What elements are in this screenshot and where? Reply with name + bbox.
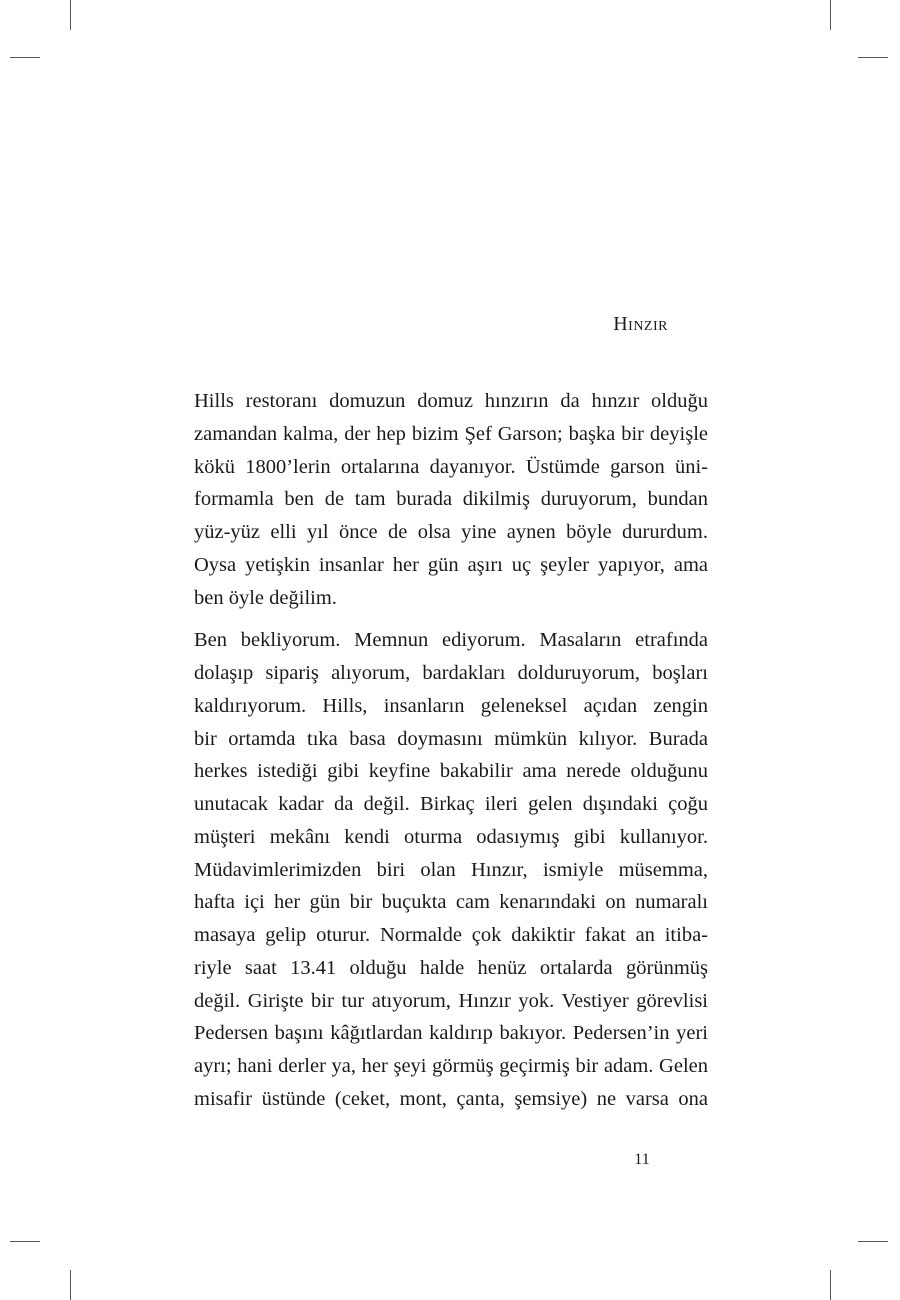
text-line: bir ortamda tıka basa doymasını mümkün kılıyor. Burada [194, 727, 708, 750]
paragraph [194, 385, 708, 614]
crop-mark-bottom-left-vertical [70, 1270, 71, 1300]
text-line: dolaşıp sipariş alıyorum, bardakları dolduruyorum, boşları [194, 662, 708, 684]
text-line: herkes istediği gibi keyfine bakabilir ama nerede olduğunu [194, 760, 708, 783]
text-line: formamla ben de tam burada dikilmiş duruyorum, bundan [194, 488, 708, 511]
text-line: riyle saat 13.41 olduğu halde henüz ortalarda görünmüş [194, 956, 708, 979]
text-line: kökü 1800’lerin ortalarına dayanıyor. Üstümde garson üni- [194, 455, 708, 478]
crop-mark-bottom-right-horizontal [858, 1241, 888, 1242]
page-number: 11 [634, 1151, 650, 1168]
text-line: Müdavimlerimizden biri olan Hınzır, ismiyle müsemma, [194, 858, 708, 881]
text-line: yüz-yüz elli yıl önce de olsa yine aynen böyle dururdum. [194, 521, 708, 543]
crop-mark-top-left-vertical [70, 0, 71, 30]
crop-mark-bottom-left-horizontal [10, 1241, 40, 1242]
text-line: Ben bekliyorum. Memnun ediyorum. Masaların etrafında [194, 629, 708, 652]
crop-mark-bottom-right-vertical [830, 1270, 831, 1300]
text-line: değil. Girişte bir tur atıyorum, Hınzır yok. Vestiyer görevlisi [194, 989, 708, 1012]
paragraph [194, 624, 708, 1115]
text-line: masaya gelip oturur. Normalde çok dakiktir fakat an itiba- [194, 924, 708, 946]
crop-mark-top-left-horizontal [10, 57, 40, 58]
text-line: kaldırıyorum. Hills, insanların geleneksel açıdan zengin [194, 694, 708, 717]
text-line: misafir üstünde (ceket, mont, çanta, şemsiye) ne varsa ona [194, 1087, 708, 1110]
text-line: ayrı; hani derler ya, her şeyi görmüş geçirmiş bir adam. Gelen [194, 1055, 708, 1077]
text-line: hafta içi her gün bir buçukta cam kenarındaki on numaralı [194, 891, 708, 914]
text-line: Hills restoranı domuzun domuz hınzırın da hınzır olduğu [194, 390, 708, 412]
crop-mark-top-right-horizontal [858, 57, 888, 58]
text-line: unutacak kadar da değil. Birkaç ileri gelen dışındaki çoğu [194, 793, 708, 815]
text-line: zamandan kalma, der hep bizim Şef Garson; başka bir deyişle [194, 422, 708, 445]
text-line: ben öyle değilim. [194, 586, 337, 609]
text-line: Pedersen başını kâğıtlardan kaldırıp bakıyor. Pedersen’in yeri [194, 1022, 708, 1045]
chapter-title: Hınzır [613, 313, 668, 335]
text-line: müşteri mekânı kendi oturma odasıymış gibi kullanıyor. [194, 825, 708, 848]
text-line: Oysa yetişkin insanlar her gün aşırı uç şeyler yapıyor, ama [194, 553, 708, 576]
body-text [194, 385, 708, 1116]
crop-mark-top-right-vertical [830, 0, 831, 30]
